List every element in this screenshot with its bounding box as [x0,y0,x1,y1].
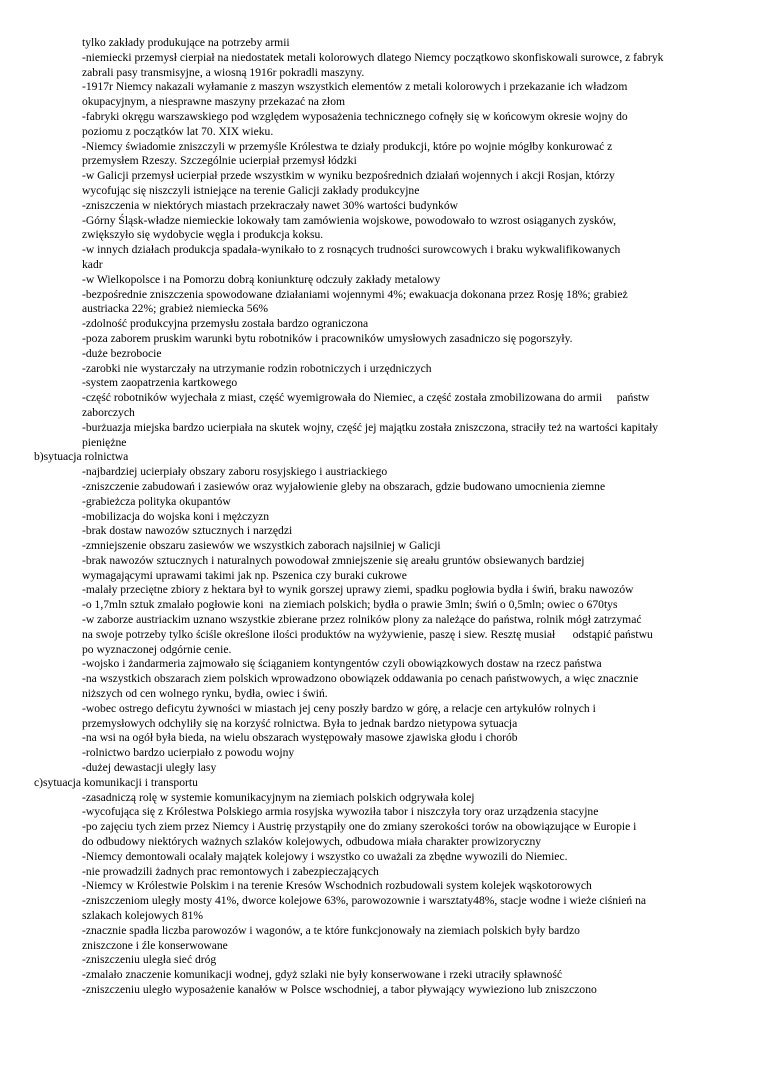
text-line: -1917r Niemcy nakazali wyłamanie z maszyn wszystkich elementów z metali kolorowych i przekazanie ich władzom [82,80,628,94]
text-line: okupacyjnym, a niesprawne maszyny przekazać na złom [82,95,346,109]
text-line: -na wsi na ogół była bieda, na wielu obszarach występowały masowe zjawiska głodu i chorób [82,731,518,745]
text-line: -Niemcy świadomie zniszczyli w przemyśle Królestwa te działy produkcji, które po wojnie mógłby konkurować z [82,139,613,153]
text-line: -część robotników wyjechała z miast, część wyemigrowała do Niemiec, a część została zmobilizowana do armii państw [82,391,650,405]
list-item [82,214,730,244]
list-item [82,243,730,273]
list-item [82,199,730,214]
list-item [82,140,730,170]
section-b-heading: b)sytuacja rolnictwa [34,450,129,464]
text-line: -Niemcy w Królestwie Polskim i na terenie Kresów Wschodnich rozbudowali system kolejek wąskotorowych [82,879,592,893]
section-b-list [82,465,730,776]
list-item [82,850,730,865]
list-item [82,953,730,968]
text-line: poziomu z początków lat 70. XIX wieku. [82,124,274,138]
text-line: po wyznaczonej odgórnie cenie. [82,642,232,656]
list-item [82,968,730,983]
text-line: -zdolność produkcyjna przemysłu została bardzo ograniczona [82,317,369,331]
text-line: zniszczone i źle konserwowane [82,938,228,952]
list-item [82,554,730,584]
text-line: -zmalało znaczenie komunikacji wodnej, gdyż szlaki nie były konserwowane i rzeki utraciły spławność [82,968,563,982]
text-line: przemysłem Rzeszy. Szczególnie ucierpiał przemysł łódzki [82,154,357,168]
list-item [82,465,730,480]
list-item [82,110,730,140]
list-item [82,894,730,924]
text-line: -o 1,7mln sztuk zmalało pogłowie koni na ziemiach polskich; bydła o prawie 3mln; świń o 0,5mln; owiec o 670tys [82,598,618,612]
list-item [82,362,730,377]
list-item [82,51,730,81]
text-line: -w Galicji przemysł ucierpiał przede wszystkim w wyniku bezpośrednich działań wojennych i akcji Rosjan, którzy [82,169,615,183]
text-line: -mobilizacja do wojska koni i mężczyzn [82,509,270,523]
text-line: -w Wielkopolsce i na Pomorzu dobrą koniunkturę odczuły zakłady metalowy [82,272,441,286]
text-line: do odbudowy niektórych ważnych szlaków kolejowych, odbudowa miała charakter prowizoryczny [82,835,542,849]
list-item [82,613,730,657]
text-line: -wobec ostrego deficytu żywności w miastach jej ceny poszły bardzo w górę, a relacje cen artykułów rolnych i [82,701,596,715]
text-line: zwiększyło się wydobycie węgla i produkcja koksu. [82,228,324,242]
text-line: -wojsko i żandarmeria zajmowało się ściąganiem kontyngentów czyli obowiązkowych dostaw na rzecz państwa [82,657,602,671]
section-c-heading: c)sytuacja komunikacji i transportu [34,775,198,789]
section-a-list [82,36,730,450]
list-item [82,273,730,288]
list-item [82,539,730,554]
list-item [82,746,730,761]
text-line: -poza zaborem pruskim warunki bytu robotników i pracowników umysłowych zasadniczo się pogorszyły. [82,331,573,345]
text-line: -na wszystkich obszarach ziem polskich wprowadzono obowiązek oddawania po cenach państwowych, a więc znacznie [82,672,639,686]
text-line: zabrali pasy transmisyjne, a wiosną 1916r pokradli maszyny. [82,65,365,79]
text-line: -duże bezrobocie [82,346,162,360]
list-item [82,36,730,51]
text-line: na swoje potrzeby tylko ściśle określone ilości produktów na wyżywienie, paszę i siew. Resztę musiał odstąpić państwu [82,627,653,641]
text-line: -zasadniczą rolę w systemie komunikacyjnym na ziemiach polskich odgrywała kolej [82,790,475,804]
list-item [82,480,730,495]
list-item [82,495,730,510]
text-line: -znacznie spadła liczba parowozów i wagonów, a te które funkcjonowały na ziemiach polskich były bardzo [82,923,580,937]
list-item [82,317,730,332]
list-item [82,510,730,525]
text-line: -zniszczeniu uległo wyposażenie kanałów w Polsce wschodniej, a tabor pływający wywieziono lub zniszczono [82,983,597,996]
text-line: -w innych działach produkcja spadała-wynikało to z rosnących trudności surowcowych i braku wykwalifikowanych [82,243,621,257]
text-line: -niemiecki przemysł cierpiał na niedostatek metali kolorowych dlatego Niemcy początkowo skonfiskowali surowce, z fabryk [82,50,664,64]
text-line: -rolnictwo bardzo ucierpiało z powodu wojny [82,746,295,760]
text-line: kadr [82,257,103,271]
text-line: -brak nawozów sztucznych i naturalnych powodował zmniejszenie się areału gruntów obsiewanych bardziej [82,553,585,567]
list-item [82,524,730,539]
text-line: -zniszczenie zabudowań i zasiewów oraz wyjałowienie gleby na obszarach, gdzie budowano umocnienia ziemne [82,479,606,493]
list-item [82,879,730,894]
list-item [82,672,730,702]
text-line: -najbardziej ucierpiały obszary zaboru rosyjskiego i austriackiego [82,465,388,479]
text-line: wymagającymi uprawami takimi jak np. Pszenica czy buraki cukrowe [82,568,407,582]
text-line: tylko zakłady produkujące na potrzeby armii [82,36,290,49]
list-item [82,865,730,880]
list-item [82,657,730,672]
document-body [34,36,730,998]
text-line: -dużej dewastacji uległy lasy [82,761,217,775]
list-item [82,983,730,998]
text-line: -brak dostaw nawozów sztucznych i narzędzi [82,524,293,538]
text-line: -wycofująca się z Królestwa Polskiego armia rosyjska wywoziła tabor i niszczyła tory oraz urządzenia stacyjne [82,805,599,819]
list-item [82,598,730,613]
text-line: -bezpośrednie zniszczenia spowodowane działaniami wojennymi 4%; ewakuacja dokonana przez Rosję 18%; grabież [82,287,628,301]
text-line: -po zajęciu tych ziem przez Niemcy i Austrię przystąpiły one do zmiany szerokości torów na obowiązujące w Europie i [82,820,637,834]
text-line: -fabryki okręgu warszawskiego pod względem wyposażenia technicznego cofnęły się w końcowym okresie wojny do [82,109,628,123]
text-line: pieniężne [82,435,127,449]
text-line: -zniszczeniu uległa sieć dróg [82,953,217,967]
text-line: -burżuazja miejska bardzo ucierpiała na skutek wojny, część jej majątku została zniszczona, straciły też na wartości kapitały [82,420,659,434]
list-item [82,791,730,806]
list-item [82,702,730,732]
list-item [82,761,730,776]
section-c-list [82,791,730,998]
text-line: -Górny Śląsk-władze niemieckie lokowały tam zamówienia wojskowe, powodowało to wzrost osiąganych zysków, [82,213,617,227]
list-item [82,924,730,954]
text-line: -malały przeciętne zbiory z hektara był to wynik gorszej uprawy ziemi, spadku pogłowia bydła i świń, braku nawozów [82,583,634,597]
text-line: -Niemcy demontowali ocalały majątek kolejowy i wszystko co uważali za zbędne wywozili do Niemiec. [82,849,568,863]
list-item [82,332,730,347]
text-line: -w zaborze austriackim uznano wszystkie zbierane przez rolników plony za należące do państwa, rolnik mógł zatrzymać [82,613,642,627]
text-line: szlakach kolejowych 81% [82,909,204,923]
list-item [82,805,730,820]
text-line: austriacka 22%; grabież niemiecka 56% [82,302,269,316]
text-line: niższych od cen wolnego rynku, bydła, owiec i świń. [82,687,328,701]
text-line: -nie prowadzili żadnych prac remontowych i zabezpieczających [82,864,379,878]
text-line: -zniszczeniom uległy mosty 41%, dworce kolejowe 63%, parowozownie i warsztaty48%, stacje wodne i wieże ciśnień na [82,894,647,908]
text-line: -system zaopatrzenia kartkowego [82,376,238,390]
list-item [82,169,730,199]
list-item [82,80,730,110]
text-line: wycofując się niszczyli istniejące na terenie Galicji zakłady produkcyjne [82,183,420,197]
text-line: -zmniejszenie obszaru zasiewów we wszystkich zaborach najsilniej w Galicji [82,539,441,553]
list-item [82,391,730,421]
list-item [82,421,730,451]
text-line: przemysłowych odchyliły się na korzyść rolnictwa. Była to jednak bardzo nietypowa sytuacja [82,716,518,730]
list-item [82,288,730,318]
list-item [82,347,730,362]
text-line: zaborczych [82,405,135,419]
text-line: -grabieżcza polityka okupantów [82,494,231,508]
list-item [82,583,730,598]
text-line: -zarobki nie wystarczały na utrzymanie rodzin robotniczych i urzędniczych [82,361,432,375]
text-line: -zniszczenia w niektórych miastach przekraczały nawet 30% wartości budynków [82,198,458,212]
list-item [82,820,730,850]
list-item [82,731,730,746]
list-item [82,376,730,391]
